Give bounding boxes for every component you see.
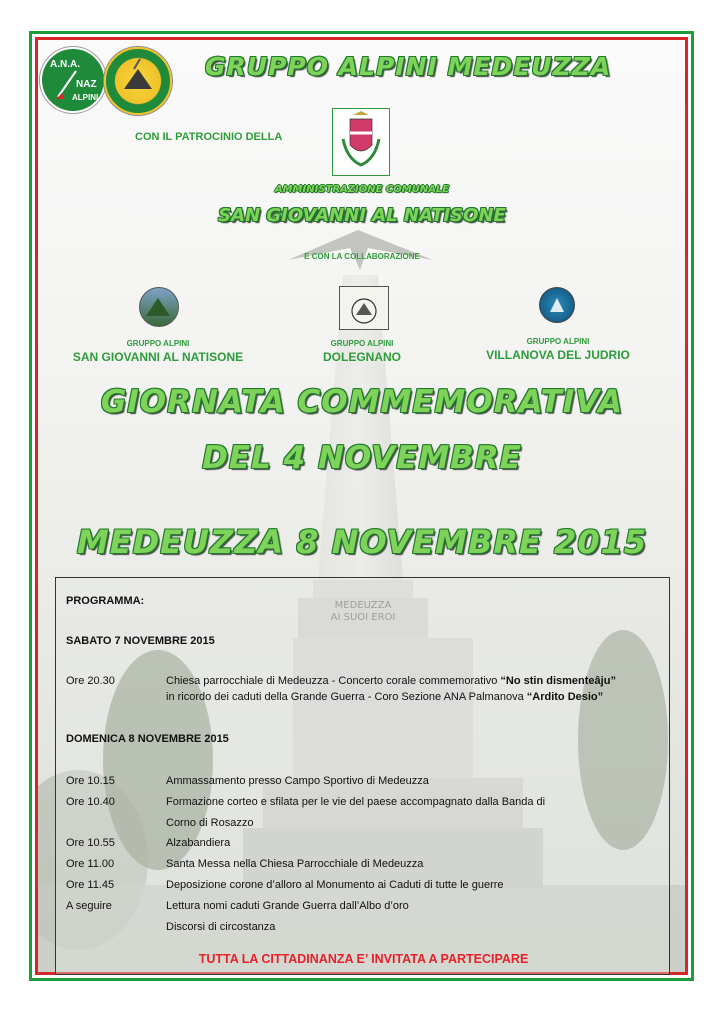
saturday-heading: SABATO 7 NOVEMBRE 2015 bbox=[66, 635, 215, 647]
event-place-date: MEDEUZZA 8 NOVEMBRE 2015 bbox=[76, 523, 648, 561]
sunday-time-6: Ore 11.45 bbox=[66, 879, 115, 891]
invitation-footer: TUTTA LA CITTADINANZA E’ INVITATA A PARTECIPARE bbox=[198, 952, 529, 966]
saturday-time: Ore 20.30 bbox=[66, 675, 115, 687]
sunday-time-4: Ore 10.55 bbox=[66, 837, 115, 849]
admin-label: AMMINISTRAZIONE COMUNALE bbox=[274, 184, 450, 195]
ana-logo-text-3: ALPINI bbox=[72, 93, 99, 102]
saturday-desc-2-text: in ricordo dei caduti della Grande Guerra - Coro Sezione ANA Palmanova bbox=[166, 691, 527, 703]
collaboration-label: E CON LA COLLABORAZIONE bbox=[304, 252, 420, 261]
dolegnano-emblem-icon bbox=[340, 287, 388, 329]
group-3-name: VILLANOVA DEL JUDRIO bbox=[486, 348, 630, 362]
alpine-scene-icon bbox=[140, 288, 178, 326]
villanova-emblem-icon bbox=[540, 288, 574, 322]
feather-icon bbox=[42, 49, 104, 111]
sunday-heading: DOMENICA 8 NOVEMBRE 2015 bbox=[66, 733, 229, 745]
san-giovanni-group-logo bbox=[139, 287, 179, 327]
mountain-hat-icon bbox=[106, 49, 170, 113]
patronage-label: CON IL PATROCINIO DELLA bbox=[135, 131, 283, 143]
saturday-desc-line-2 bbox=[166, 691, 603, 703]
sunday-time-5: Ore 11.00 bbox=[66, 858, 115, 870]
saturday-concert-title: “No stin dismenteâju” bbox=[500, 675, 616, 687]
sunday-desc-1: Ammassamento presso Campo Sportivo di Medeuzza bbox=[166, 775, 429, 787]
ana-logo-text-2: NAZ bbox=[76, 79, 97, 90]
event-title-line-1: GIORNATA COMMEMORATIVA bbox=[100, 384, 624, 420]
sunday-desc-2: Formazione corteo e sfilata per le vie del paese accompagnato dalla Banda di bbox=[166, 796, 546, 808]
sunday-desc-5: Santa Messa nella Chiesa Parrocchiale di Medeuzza bbox=[166, 858, 424, 870]
monument-line-1: MEDEUZZA bbox=[334, 600, 392, 611]
sunday-time-2: Ore 10.40 bbox=[66, 796, 115, 808]
villanova-group-logo bbox=[539, 287, 575, 323]
sunday-desc-3: Corno di Rosazzo bbox=[166, 817, 254, 829]
sunday-time-1: Ore 10.15 bbox=[66, 775, 115, 787]
group-2-name: DOLEGNANO bbox=[323, 350, 401, 364]
group-3-prefix: GRUPPO ALPINI bbox=[526, 337, 590, 346]
ana-logo bbox=[40, 47, 106, 113]
group-1-name: SAN GIOVANNI AL NATISONE bbox=[72, 350, 244, 364]
sunday-desc-4: Alzabandiera bbox=[166, 837, 231, 849]
monument-line-2: AI SUOI EROI bbox=[330, 612, 396, 623]
ana-logo-text-1: A.N.A. bbox=[50, 59, 80, 70]
saturday-choir-name: “Ardito Desio” bbox=[526, 691, 604, 703]
program-box bbox=[55, 577, 670, 975]
sunday-desc-7: Lettura nomi caduti Grande Guerra dall’Albo d’oro bbox=[166, 900, 409, 912]
sunday-desc-6: Deposizione corone d’alloro al Monumento ai Caduti di tutte le guerre bbox=[166, 879, 504, 891]
group-title: GRUPPO ALPINI MEDEUZZA bbox=[205, 52, 612, 81]
municipality-title: SAN GIOVANNI AL NATISONE bbox=[218, 205, 506, 226]
municipal-coat-of-arms bbox=[332, 108, 390, 176]
gruppo-medeuzza-logo bbox=[104, 47, 172, 115]
shield-icon bbox=[333, 109, 389, 175]
event-title-line-2: DEL 4 NOVEMBRE bbox=[202, 440, 522, 476]
group-1-prefix: GRUPPO ALPINI bbox=[126, 339, 190, 348]
dolegnano-group-logo bbox=[339, 286, 389, 330]
saturday-desc-1-text: Chiesa parrocchiale di Medeuzza - Concerto corale commemorativo bbox=[166, 675, 501, 687]
saturday-desc-line-1 bbox=[166, 675, 616, 687]
sunday-desc-8: Discorsi di circostanza bbox=[166, 921, 276, 933]
sunday-time-7: A seguire bbox=[66, 900, 112, 912]
program-heading: PROGRAMMA: bbox=[66, 595, 145, 607]
group-2-prefix: GRUPPO ALPINI bbox=[330, 339, 394, 348]
